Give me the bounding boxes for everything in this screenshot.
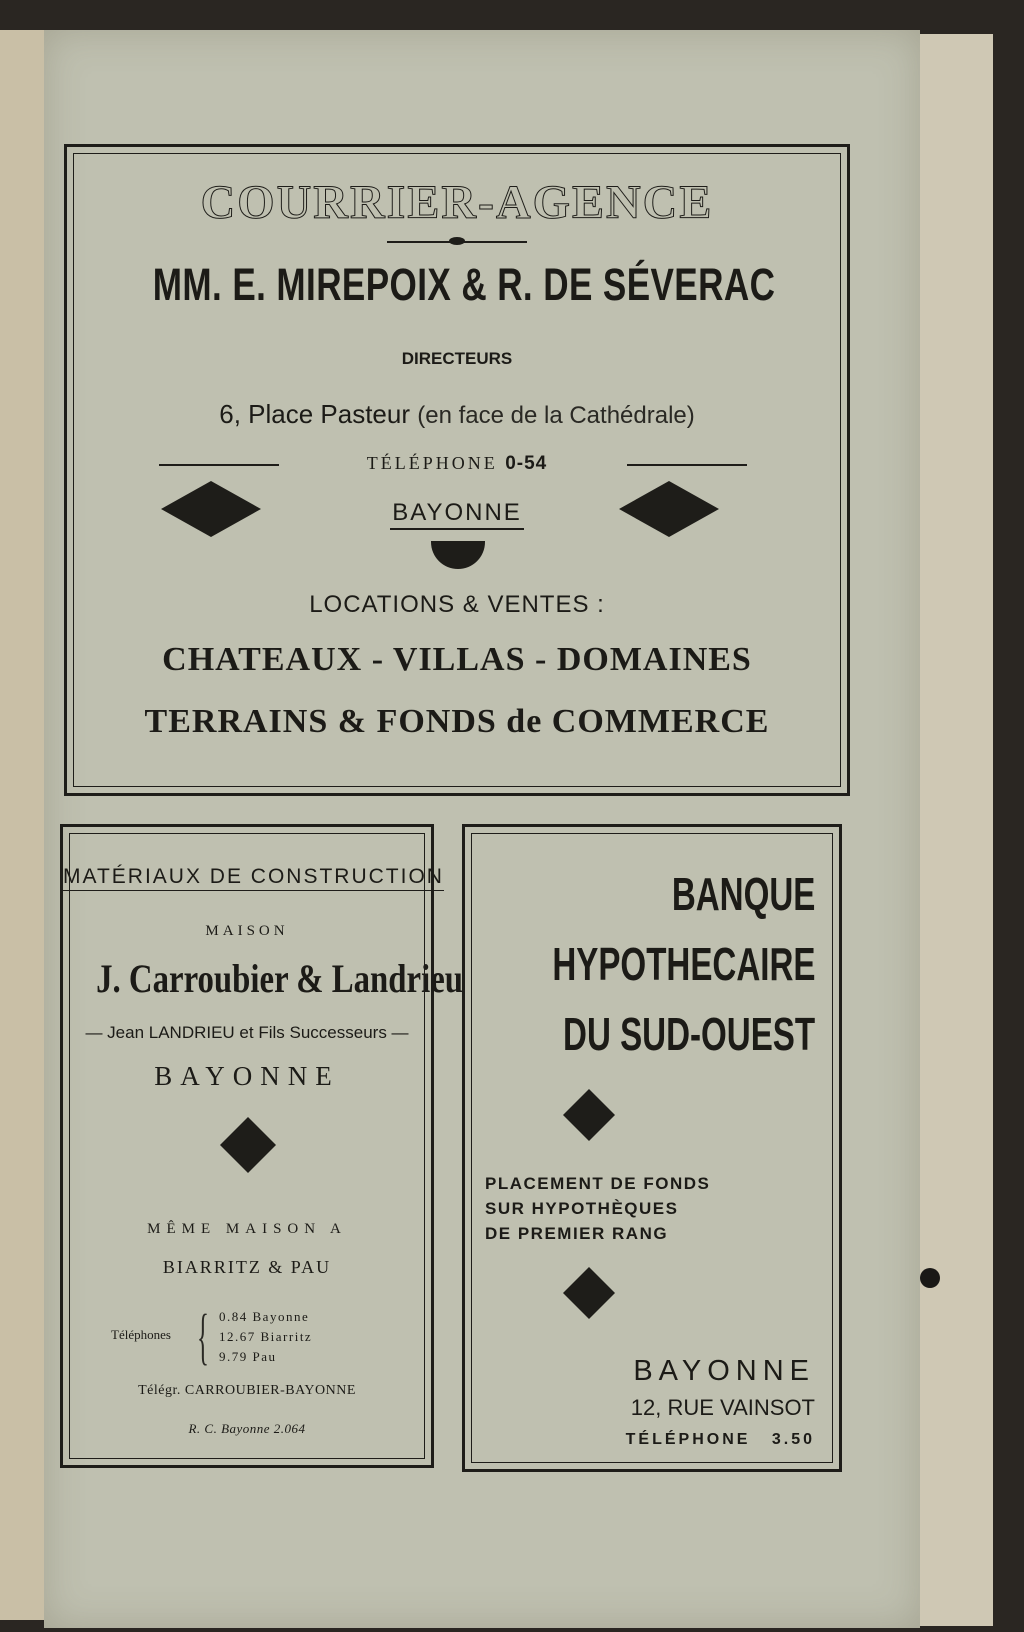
category-heading [63, 865, 444, 889]
address-note: (en face de la Cathédrale) [417, 402, 695, 429]
rule-right [627, 464, 747, 466]
offer-line: PLACEMENT DE FONDS [485, 1174, 711, 1193]
phone-entry: 12.67 Biarritz [219, 1329, 313, 1344]
maison-label: MAISON [205, 923, 289, 939]
directors-role: DIRECTEURS [401, 349, 513, 368]
half-circle-ornament-icon [431, 541, 485, 569]
phone-entry: 9.79 Pau [219, 1349, 277, 1364]
address-main: 6, Place Pasteur [219, 399, 411, 429]
previous-page-edge [0, 30, 46, 1620]
properties-line-1: CHATEAUX - VILLAS - DOMAINES [162, 641, 752, 678]
brace-icon: { [197, 1303, 209, 1371]
diamond-icon [563, 1089, 615, 1141]
ad-carroubier-landrieu [60, 824, 464, 1468]
bank-phone: TÉLÉPHONE 3.50 [625, 1431, 815, 1448]
phone-entry: 0.84 Bayonne [219, 1309, 310, 1324]
company-name: J. Carroubier & Landrieu [96, 956, 464, 1001]
rule-left [159, 464, 279, 466]
binding-hole [920, 1268, 940, 1288]
successors-line: — Jean LANDRIEU et Fils Successeurs — [85, 1023, 409, 1042]
address-line [67, 399, 847, 430]
branches-cities: BIARRITZ & PAU [162, 1257, 332, 1277]
ad-title: COURRIER-AGENCE [200, 176, 714, 229]
bank-name-line-3: DU SUD-OUEST [562, 1008, 815, 1060]
offer-line: DE PREMIER RANG [485, 1224, 669, 1243]
directors-names: MM. E. MIREPOIX & R. DE SÉVERAC [152, 259, 776, 310]
phones-label: Téléphones [111, 1327, 171, 1342]
city-label: BAYONNE [633, 1355, 815, 1387]
city-text: BAYONNE [390, 499, 524, 530]
category-text: MATÉRIAUX DE CONSTRUCTION [63, 865, 444, 891]
diamond-icon [220, 1117, 276, 1173]
diamond-right-icon [619, 481, 719, 537]
diamond-left-icon [161, 481, 261, 537]
ornament-rule [387, 241, 527, 243]
city-label [67, 499, 847, 527]
bank-name-line-1: BANQUE [671, 868, 815, 920]
bank-name-line-2: HYPOTHECAIRE [551, 938, 815, 990]
phone-line [67, 453, 847, 475]
diamond-icon [563, 1267, 615, 1319]
city-label: BAYONNE [154, 1061, 340, 1091]
registry-number: R. C. Bayonne 2.064 [188, 1421, 306, 1436]
phones-list [219, 1307, 312, 1367]
telegram-address: Télégr. CARROUBIER-BAYONNE [138, 1383, 356, 1398]
ad-banque-hypothecaire [462, 824, 842, 1472]
properties-line-2: TERRAINS & FONDS de COMMERCE [144, 703, 770, 740]
phones-block [111, 1303, 401, 1371]
branches-label: MÊME MAISON A [147, 1221, 347, 1237]
offer-text [485, 1171, 710, 1246]
phone-number: 0-54 [505, 453, 548, 474]
phone-label: TÉLÉPHONE [366, 453, 498, 473]
services-heading: LOCATIONS & VENTES : [309, 591, 605, 618]
bank-address: 12, RUE VAINSOT [630, 1395, 815, 1420]
ornament-icon [449, 237, 465, 245]
offer-line: SUR HYPOTHÈQUES [485, 1199, 679, 1218]
ad-courrier-agence [64, 144, 850, 796]
page-stack-edge [918, 34, 993, 1626]
